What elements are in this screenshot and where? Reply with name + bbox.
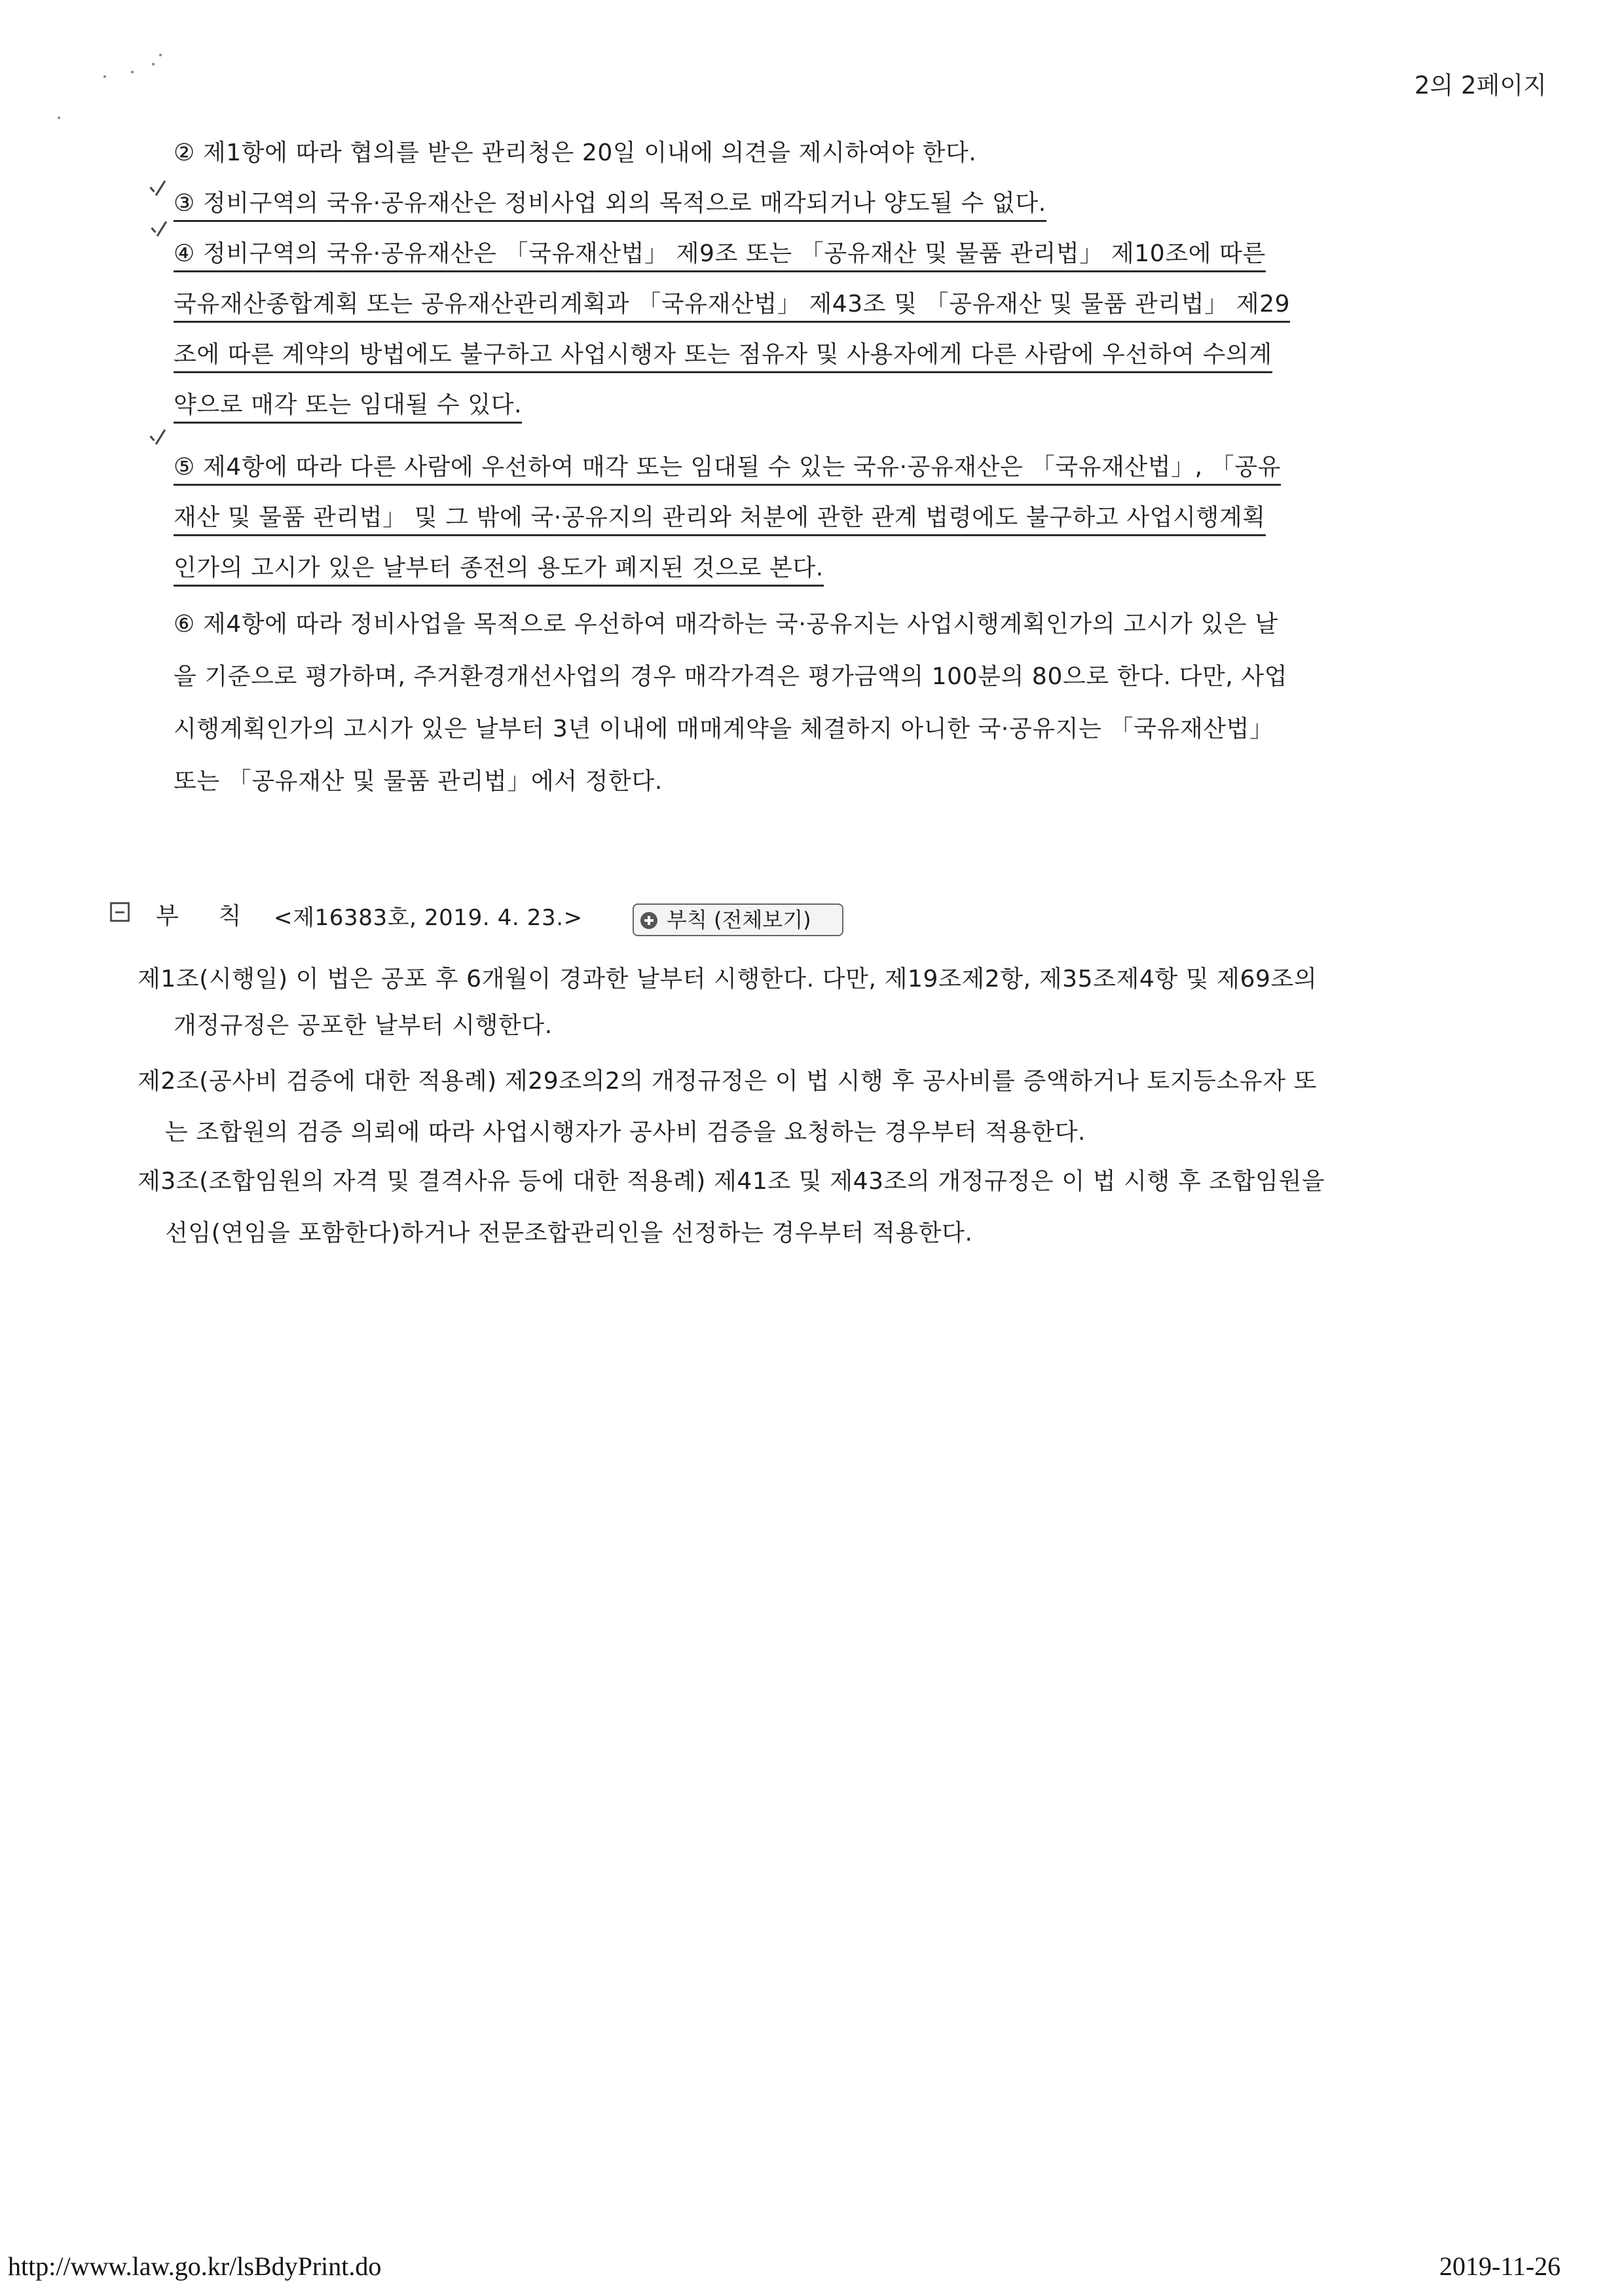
paragraph-6-line-3: 시행계획인가의 고시가 있은 날부터 3년 이내에 매매계약을 체결하지 아니한 국·공유지는 「국유재산법」 (174, 716, 1274, 742)
footer-url[interactable]: http://www.law.go.kr/lsBdyPrint.do (8, 2251, 382, 2281)
paragraph-5-line-3: 인가의 고시가 있은 날부터 종전의 용도가 폐지된 것으로 본다. (174, 554, 824, 587)
paragraph-6-line-1: ⑥ 제4항에 따라 정비사업을 목적으로 우선하여 매각하는 국·공유지는 사업시행계획인가의 고시가 있은 날 (174, 611, 1278, 638)
scan-speck (58, 117, 60, 119)
addenda-heading: 부 칙 (156, 903, 242, 930)
addenda-full-view-label: 부칙 (전체보기) (667, 907, 811, 932)
paragraph-2: ② 제1항에 따라 협의를 받은 관리청은 20일 이내에 의견을 제시하여야 한다. (174, 139, 977, 166)
paragraph-5-line-2: 재산 및 물품 관리법」 및 그 밖에 국·공유지의 관리와 처분에 관한 관계 법령에도 불구하고 사업시행계획 (174, 503, 1266, 536)
paragraph-5-line-1: ⑤ 제4항에 따라 다른 사람에 우선하여 매각 또는 임대될 수 있는 국유·공유재산은 「국유재산법」, 「공유 (174, 453, 1281, 486)
page-indicator: 2의 2페이지 (1414, 71, 1547, 100)
paragraph-4-line-1: ④ 정비구역의 국유·공유재산은 「국유재산법」 제9조 또는 「공유재산 및 물품 관리법」 제10조에 따른 (174, 240, 1266, 272)
addenda-article-3-line-1: 제3조(조합임원의 자격 및 결격사유 등에 대한 적용례) 제41조 및 제43조의 개정규정은 이 법 시행 후 조합임원을 (138, 1168, 1325, 1195)
checkmark-icon (148, 182, 168, 202)
paragraph-3: ③ 정비구역의 국유·공유재산은 정비사업 외의 목적으로 매각되거나 양도될 수 없다. (174, 189, 1046, 222)
paragraph-6-line-2: 을 기준으로 평가하며, 주거환경개선사업의 경우 매각가격은 평가금액의 100분의 80으로 한다. 다만, 사업 (174, 663, 1288, 690)
checkmark-icon (148, 431, 168, 450)
addenda-article-3-line-2: 선임(연임을 포함한다)하거나 전문조합관리인을 선정하는 경우부터 적용한다. (165, 1220, 973, 1247)
plus-icon (640, 912, 657, 929)
addenda-article-2-line-2: 는 조합원의 검증 의뢰에 따라 사업시행자가 공사비 검증을 요청하는 경우부터 적용한다. (165, 1119, 1086, 1146)
addenda-full-view-button[interactable] (633, 903, 843, 936)
addenda-article-1-line-2: 개정규정은 공포한 날부터 시행한다. (174, 1012, 553, 1039)
paragraph-4-line-4: 약으로 매각 또는 임대될 수 있다. (174, 391, 522, 424)
scan-speck (103, 75, 106, 78)
paragraph-6-line-4: 또는 「공유재산 및 물품 관리법」에서 정한다. (174, 768, 663, 795)
checkmark-icon (149, 223, 169, 242)
addenda-article-1-line-1: 제1조(시행일) 이 법은 공포 후 6개월이 경과한 날부터 시행한다. 다만, 제19조제2항, 제35조제4항 및 제69조의 (138, 966, 1318, 993)
scan-speck (131, 71, 134, 73)
addenda-reference: <제16383호, 2019. 4. 23.> (274, 905, 583, 931)
scan-speck (152, 63, 155, 65)
paragraph-4-line-3: 조에 따른 계약의 방법에도 불구하고 사업시행자 또는 점유자 및 사용자에게 다른 사람에 우선하여 수의계 (174, 340, 1272, 373)
collapse-icon[interactable] (110, 902, 130, 922)
paragraph-4-line-2: 국유재산종합계획 또는 공유재산관리계획과 「국유재산법」 제43조 및 「공유재산 및 물품 관리법」 제29 (174, 290, 1290, 323)
scan-speck (159, 54, 162, 56)
footer-date: 2019-11-26 (1439, 2251, 1561, 2281)
addenda-article-2-line-1: 제2조(공사비 검증에 대한 적용례) 제29조의2의 개정규정은 이 법 시행 후 공사비를 증액하거나 토지등소유자 또 (138, 1068, 1318, 1095)
